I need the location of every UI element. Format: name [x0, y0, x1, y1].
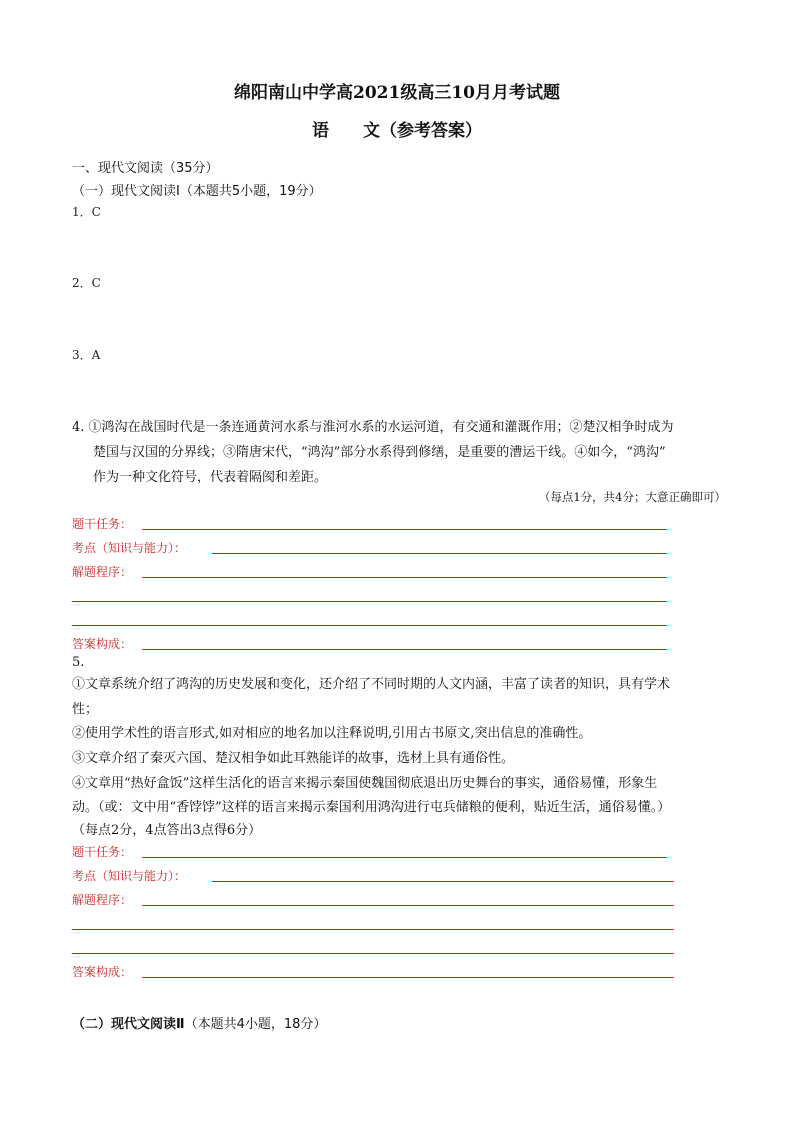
- composition-blank-line: [142, 977, 674, 978]
- q5-point-2: ②使用学术性的语言形式,如对相应的地名加以注释说明,引用古书原文,突出信息的准确性。: [72, 726, 592, 741]
- page-title: 绵阳南山中学高2021级高三10月月考试题: [234, 83, 560, 103]
- composition-label: 答案构成：: [72, 637, 133, 651]
- point-blank-line: [212, 881, 674, 882]
- task-label: 题干任务：: [72, 845, 133, 859]
- part2-heading-label: （二）现代文阅读Ⅱ: [72, 1017, 185, 1032]
- procedure-blank-line-2: [72, 929, 674, 930]
- procedure-label: 解题程序：: [72, 893, 133, 907]
- q4-line-1: 4. ①鸿沟在战国时代是一条连通黄河水系与淮河水系的水运河道，有交通和灌溉作用；②楚汉相争时成为: [72, 420, 674, 435]
- task-blank-line: [142, 857, 667, 858]
- answer-3: 3．A: [72, 348, 101, 362]
- page-subtitle: 语 文（参考答案）: [312, 121, 482, 141]
- composition-label: 答案构成：: [72, 965, 133, 979]
- q4-line-2: 楚国与汉国的分界线；③隋唐宋代，“鸿沟”部分水系得到修缮，是重要的漕运干线。④如今，“鸿沟”: [93, 445, 666, 460]
- section-heading: 一、现代文阅读（35分）: [72, 161, 219, 176]
- answer-2: 2．C: [72, 276, 101, 290]
- point-blank-line: [212, 553, 667, 554]
- answer-1: 1．C: [72, 205, 101, 219]
- part1-heading: （一）现代文阅读Ⅰ（本题共5小题，19分）: [72, 184, 322, 199]
- q5-point-1-cont: 性；: [72, 702, 99, 717]
- point-label: 考点（知识与能力）：: [72, 869, 187, 883]
- q4-score-note: （每点1分，共4分；大意正确即可）: [538, 490, 726, 504]
- q5-score-note: （每点2分，4点答出3点得6分）: [72, 823, 262, 838]
- task-label: 题干任务：: [72, 517, 133, 531]
- procedure-blank-line-3: [72, 953, 674, 954]
- q5-point-3: ③文章介绍了秦灭六国、楚汉相争如此耳熟能详的故事，选材上具有通俗性。: [72, 751, 515, 766]
- procedure-label: 解题程序：: [72, 565, 133, 579]
- q5-point-4-cont: 动。（或：文中用“香饽饽”这样的语言来揭示秦国利用鸿沟进行屯兵储粮的便利，贴近生活，通俗易懂。）: [72, 800, 671, 815]
- part2-heading: [72, 1013, 326, 1032]
- q4-line-3: 作为一种文化符号，代表着隔阂和差距。: [93, 470, 328, 485]
- procedure-blank-line-3: [72, 625, 667, 626]
- procedure-blank-line-2: [72, 601, 667, 602]
- point-label: 考点（知识与能力）：: [72, 541, 187, 555]
- composition-blank-line: [142, 649, 667, 650]
- procedure-blank-line: [142, 905, 674, 906]
- q5-point-4: ④文章用“热好盒饭”这样生活化的语言来揭示秦国使魏国彻底退出历史舞台的事实，通俗易懂，形象生: [72, 776, 658, 791]
- q5-point-1: ①文章系统介绍了鸿沟的历史发展和变化，还介绍了不同时期的人文内涵，丰富了读者的知识，具有学术: [72, 677, 671, 692]
- part2-heading-note: （本题共4小题，18分）: [184, 1017, 327, 1032]
- task-blank-line: [142, 529, 667, 530]
- q5-number: 5.: [72, 655, 85, 670]
- procedure-blank-line: [142, 577, 667, 578]
